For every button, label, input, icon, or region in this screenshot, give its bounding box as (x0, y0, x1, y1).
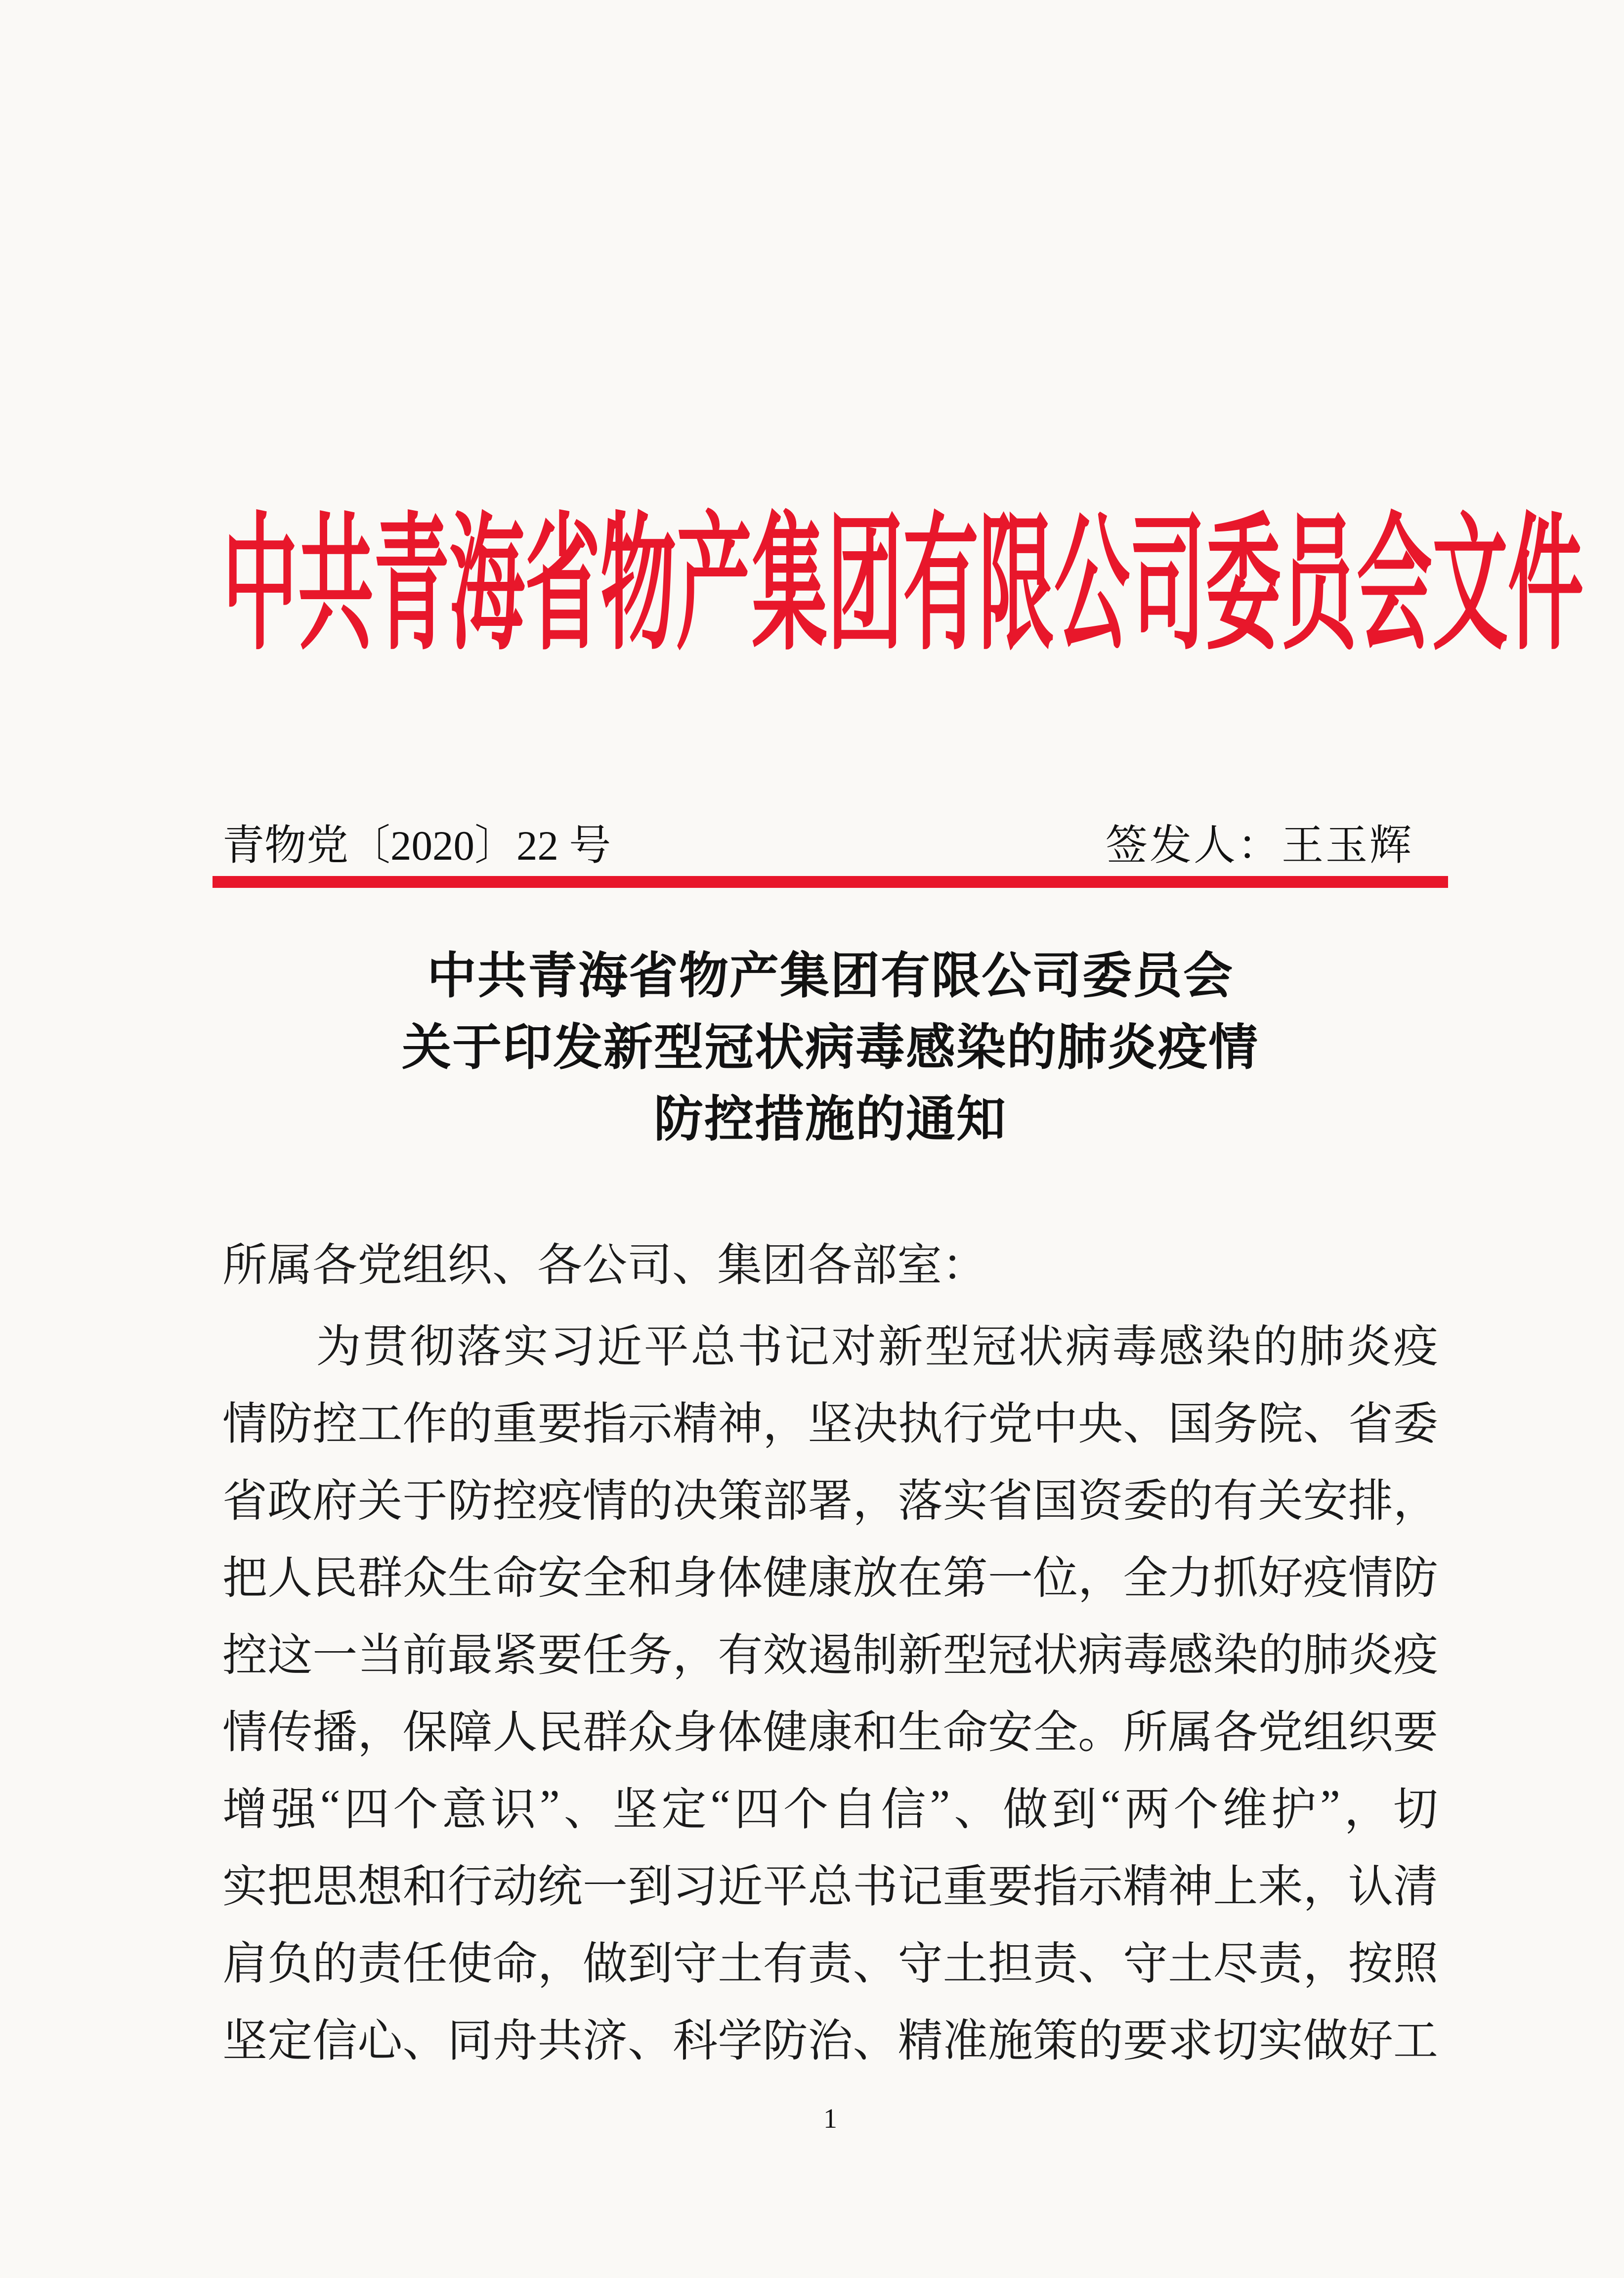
body-line: 坚 定 信 心 、 同 舟 共 济 、 科 学 防 治 、 精 准 施 策 的 要 求 切 实 做 好 工 (222, 2015, 1438, 2066)
body-line: 情 防 控 工 作 的 重 要 指 示 精 神 ， 坚 决 执 行 党 中 央 、 国 务 院 、 省 委 (222, 1399, 1438, 1449)
page-number: 1 (823, 2103, 837, 2134)
document-number: 青物党〔2020〕22 号 (222, 823, 611, 869)
document-title-line-2: 关于印发新型冠状病毒感染的肺炎疫情 (402, 1020, 1259, 1075)
document-title-line-1: 中共青海省物产集团有限公司委员会 (427, 948, 1234, 1004)
body-line: 省 政 府 关 于 防 控 疫 情 的 决 策 部 署 ， 落 实 省 国 资 委 的 有 关 安 排 ， (222, 1476, 1438, 1526)
body-line: 实 把 思 想 和 行 动 统 一 到 习 近 平 总 书 记 重 要 指 示 精 神 上 来 ， 认 清 (222, 1861, 1438, 1912)
body-line: 增 强 “ 四 个 意 识 ” 、 坚 定 “ 四 个 自 信 ” 、 做 到 “ 两 个 维 护 ” ， 切 (222, 1780, 1438, 1835)
red-separator-line (213, 876, 1448, 888)
document-title-line-3: 防控措施的通知 (654, 1092, 1007, 1147)
body-line: 控 这 一 当 前 最 紧 要 任 务 ， 有 效 遏 制 新 型 冠 状 病 毒 感 染 的 肺 炎 疫 (222, 1630, 1438, 1680)
red-letterhead-title: 中共青海省物产集团有限公司委员会文件 (222, 505, 1584, 668)
body-line: 为 贯 彻 落 实 习 近 平 总 书 记 对 新 型 冠 状 病 毒 感 染 的 肺 炎 疫 (316, 1321, 1438, 1372)
signer-label: 签发人：王玉辉 (1105, 823, 1413, 869)
body-line: 情 传 播 ， 保 障 人 民 群 众 身 体 健 康 和 生 命 安 全 。 所 属 各 党 组 织 要 (222, 1707, 1438, 1757)
document-title (222, 940, 1438, 1155)
body-line: 把 人 民 群 众 生 命 安 全 和 身 体 健 康 放 在 第 一 位 ， 全 力 抓 好 疫 情 防 (222, 1553, 1438, 1603)
body-line: 肩 负 的 责 任 使 命 ， 做 到 守 土 有 责 、 守 土 担 责 、 守 土 尽 责 ， 按 照 (222, 1938, 1438, 1989)
document-body (222, 1227, 1438, 2075)
doc-meta-row (222, 812, 1438, 872)
salutation-line: 所属各党组织、各公司、集团各部室： (222, 1240, 987, 1290)
